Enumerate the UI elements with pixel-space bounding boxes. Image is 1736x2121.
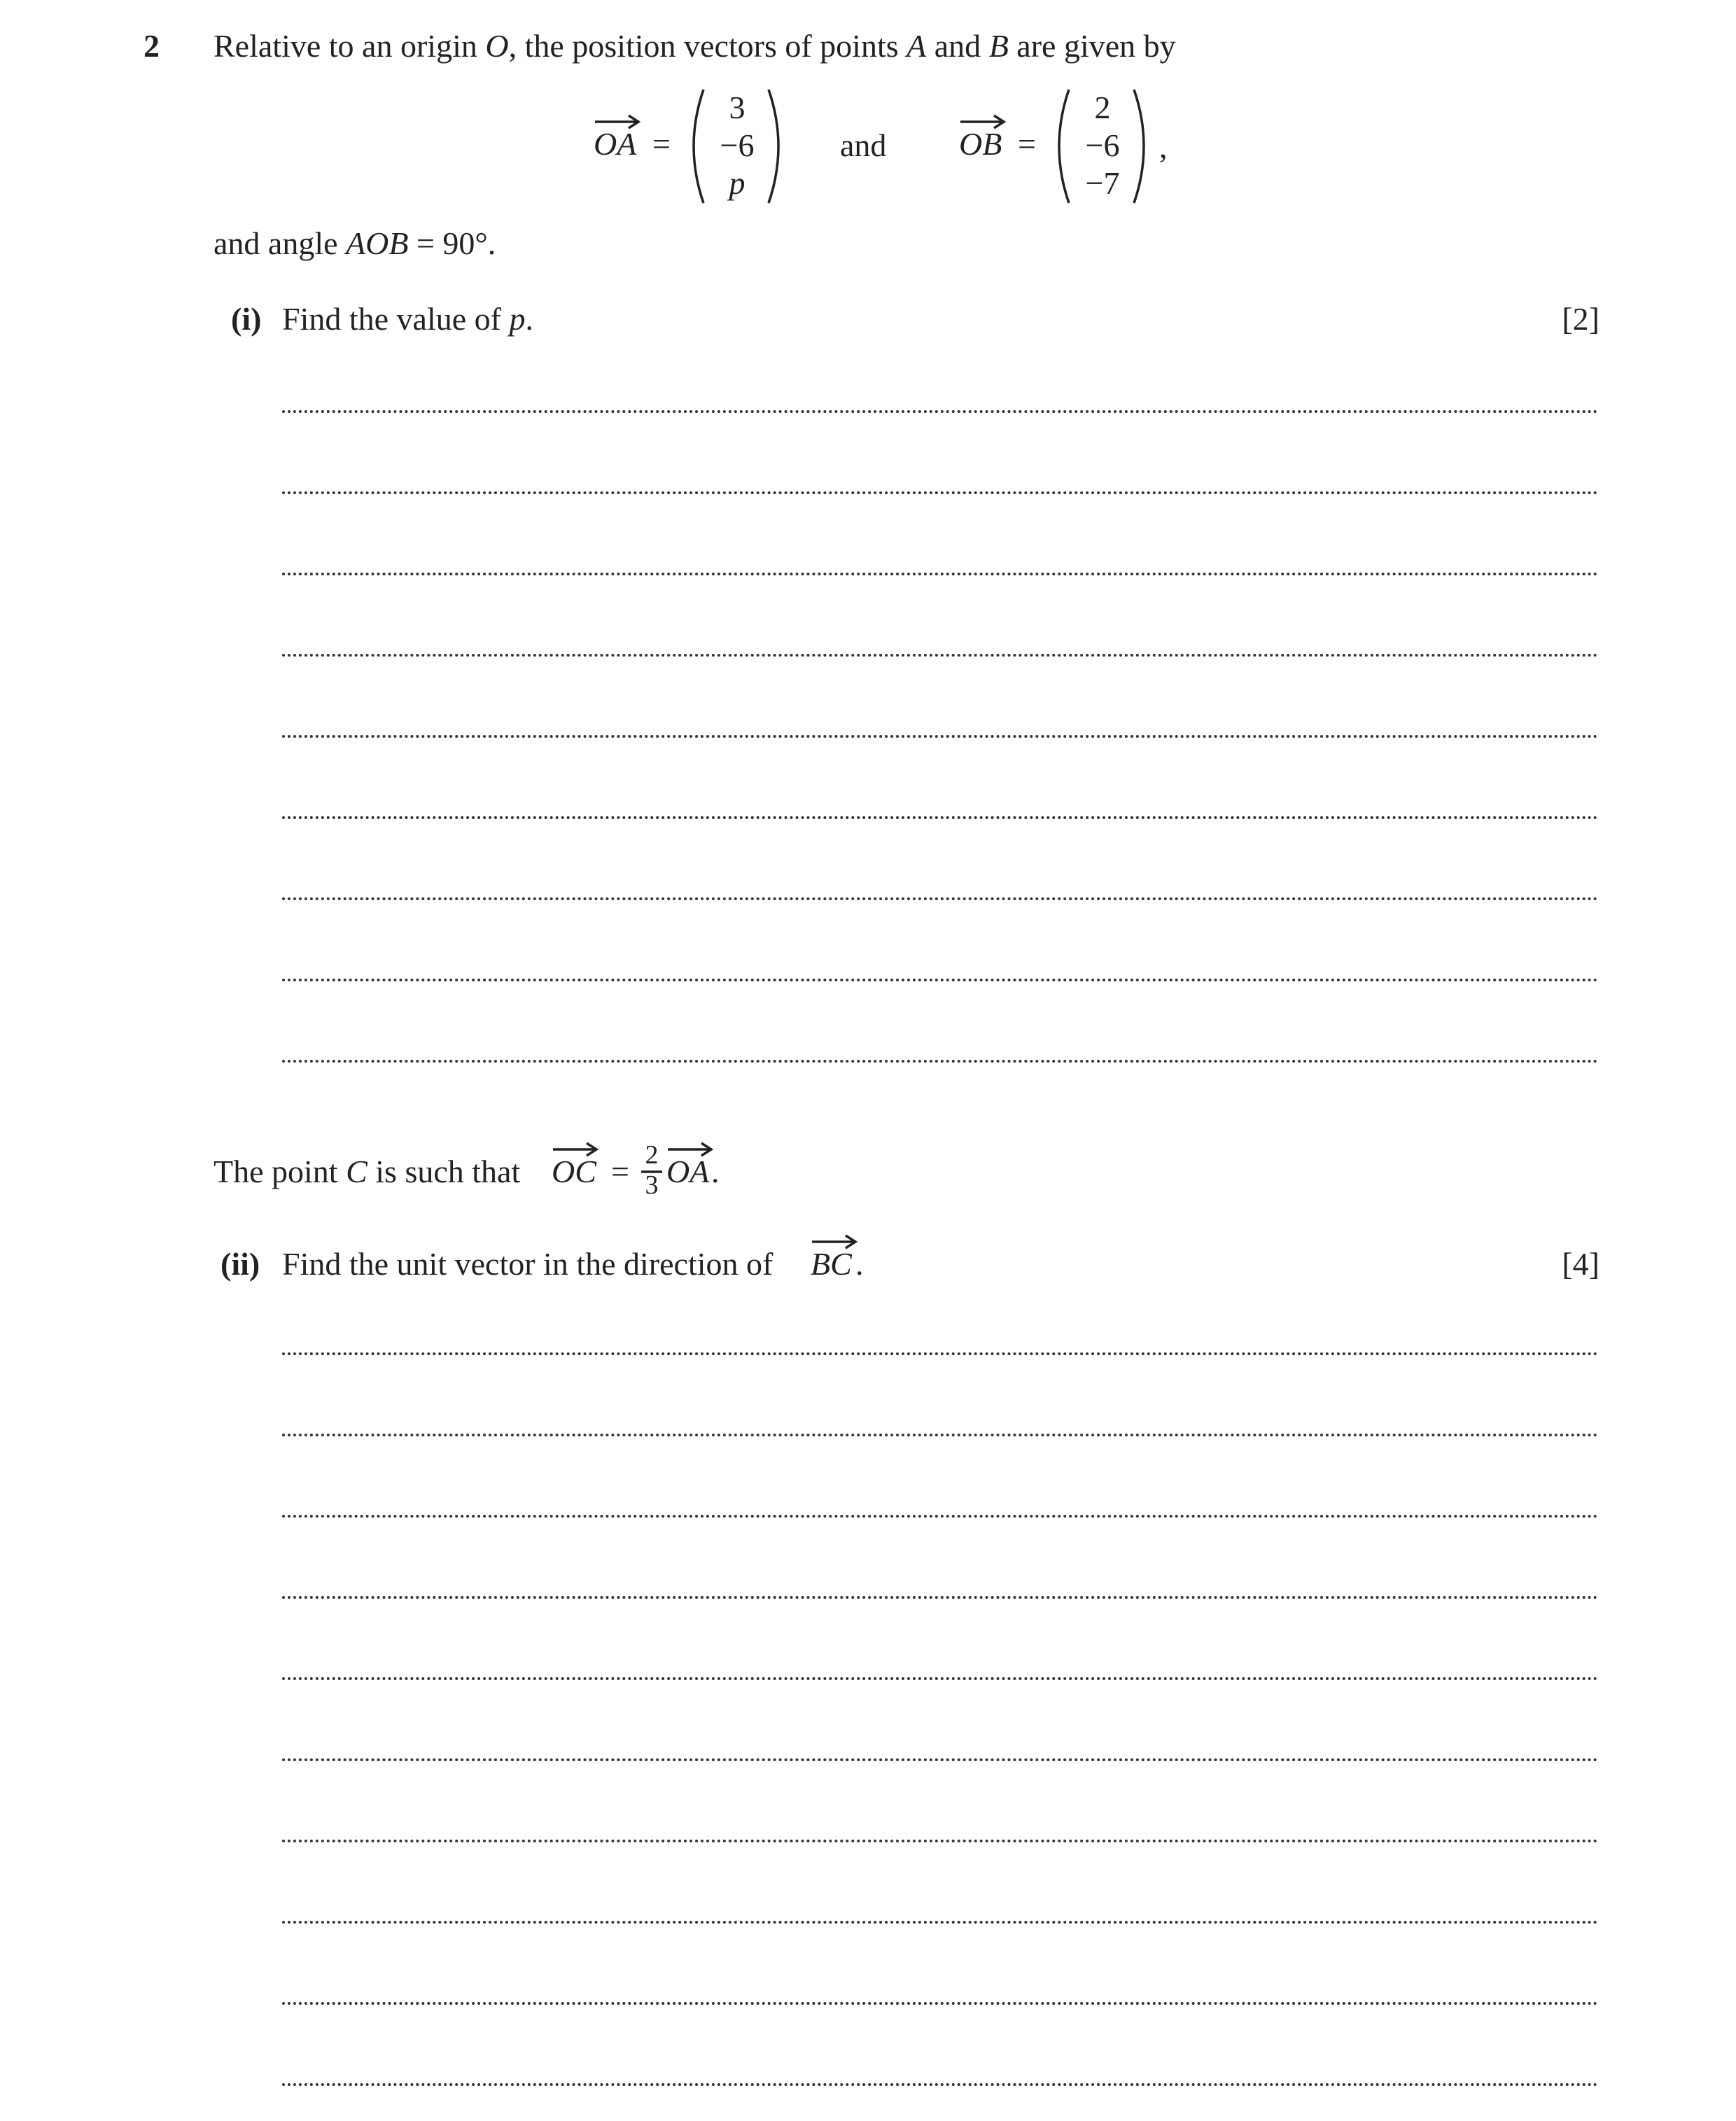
- ob-component-1: 2: [1094, 90, 1111, 125]
- answer-line[interactable]: [282, 654, 1598, 657]
- condition-text: = 90°.: [408, 225, 496, 261]
- ob-component-3: −7: [1085, 165, 1120, 201]
- part-i-text-segment: Find the value of: [282, 301, 510, 337]
- stem-text: and: [926, 28, 989, 64]
- stem-text: Relative to an origin: [214, 28, 486, 64]
- answer-line[interactable]: [282, 1434, 1598, 1436]
- vector-bc-name: BC: [811, 1246, 852, 1282]
- answer-line[interactable]: [282, 816, 1598, 819]
- vector-oa-name: OA: [594, 126, 637, 162]
- part-i-label: (i): [231, 301, 262, 337]
- stem-text: are given by: [1008, 28, 1176, 64]
- vector-oa-ref: OA: [666, 1154, 710, 1189]
- equals-sign: =: [1018, 126, 1036, 162]
- part-i-text: [282, 298, 533, 340]
- answer-line[interactable]: [282, 897, 1598, 900]
- joiner-text: and: [840, 127, 887, 163]
- sentence-end: .: [855, 1246, 864, 1282]
- answer-line[interactable]: [282, 1840, 1598, 1842]
- sentence-end: .: [711, 1154, 720, 1189]
- vector-arrow-icon: [594, 113, 643, 127]
- vector-arrow-icon: [552, 1141, 601, 1155]
- answer-line[interactable]: [282, 979, 1598, 981]
- equals-sign: =: [611, 1154, 629, 1189]
- answer-line[interactable]: [282, 573, 1598, 575]
- answer-line[interactable]: [282, 1596, 1598, 1599]
- trailing-comma: ,: [1159, 129, 1168, 164]
- question-number: 2: [144, 28, 160, 64]
- part-ii-label: (ii): [220, 1246, 260, 1282]
- right-paren: [1128, 87, 1156, 206]
- vector-arrow-icon: [959, 113, 1008, 127]
- angle-name: AOB: [346, 225, 409, 261]
- part-i-text-segment: .: [525, 301, 533, 337]
- vector-arrow-icon: [811, 1233, 860, 1247]
- part-ii-marks: [4]: [1562, 1246, 1600, 1282]
- condition-text: and angle: [214, 225, 346, 261]
- part-i-variable: p: [509, 301, 526, 337]
- answer-line[interactable]: [282, 491, 1598, 494]
- oa-component-3: p: [729, 165, 746, 201]
- answer-line[interactable]: [282, 1677, 1598, 1680]
- answer-line[interactable]: [282, 2002, 1598, 2005]
- answer-line[interactable]: [282, 1921, 1598, 1924]
- oa-component-2: −6: [720, 127, 755, 163]
- vector-oc-name: OC: [552, 1154, 596, 1189]
- answer-line[interactable]: [282, 1758, 1598, 1761]
- vector-arrow-icon: [666, 1141, 715, 1155]
- fraction-numerator: 2: [645, 1140, 659, 1170]
- fraction-denominator: 3: [645, 1170, 659, 1200]
- answer-line[interactable]: [282, 1352, 1598, 1355]
- angle-condition: [214, 223, 496, 265]
- right-paren: [763, 87, 791, 206]
- question-stem: [214, 25, 1176, 67]
- vector-ob-name: OB: [959, 126, 1002, 162]
- stem-origin-symbol: O: [485, 28, 509, 64]
- answer-line[interactable]: [282, 2083, 1598, 2086]
- stem-text: , the position vectors of points: [508, 28, 907, 64]
- part-ii-text: Find the unit vector in the direction of: [282, 1246, 774, 1282]
- point-c-text: is such that: [367, 1154, 521, 1189]
- point-c-symbol: C: [346, 1154, 368, 1189]
- point-c-definition: [214, 1151, 520, 1193]
- answer-line[interactable]: [282, 1060, 1598, 1063]
- part-i-marks: [2]: [1562, 301, 1600, 337]
- stem-point-b: B: [988, 28, 1009, 64]
- oa-component-1: 3: [729, 90, 746, 125]
- answer-line[interactable]: [282, 735, 1598, 738]
- stem-point-a: A: [906, 28, 927, 64]
- ob-component-2: −6: [1085, 127, 1120, 163]
- point-c-text: The point: [214, 1154, 346, 1189]
- answer-line[interactable]: [282, 410, 1598, 413]
- answer-line[interactable]: [282, 1515, 1598, 1518]
- equals-sign: =: [652, 126, 671, 162]
